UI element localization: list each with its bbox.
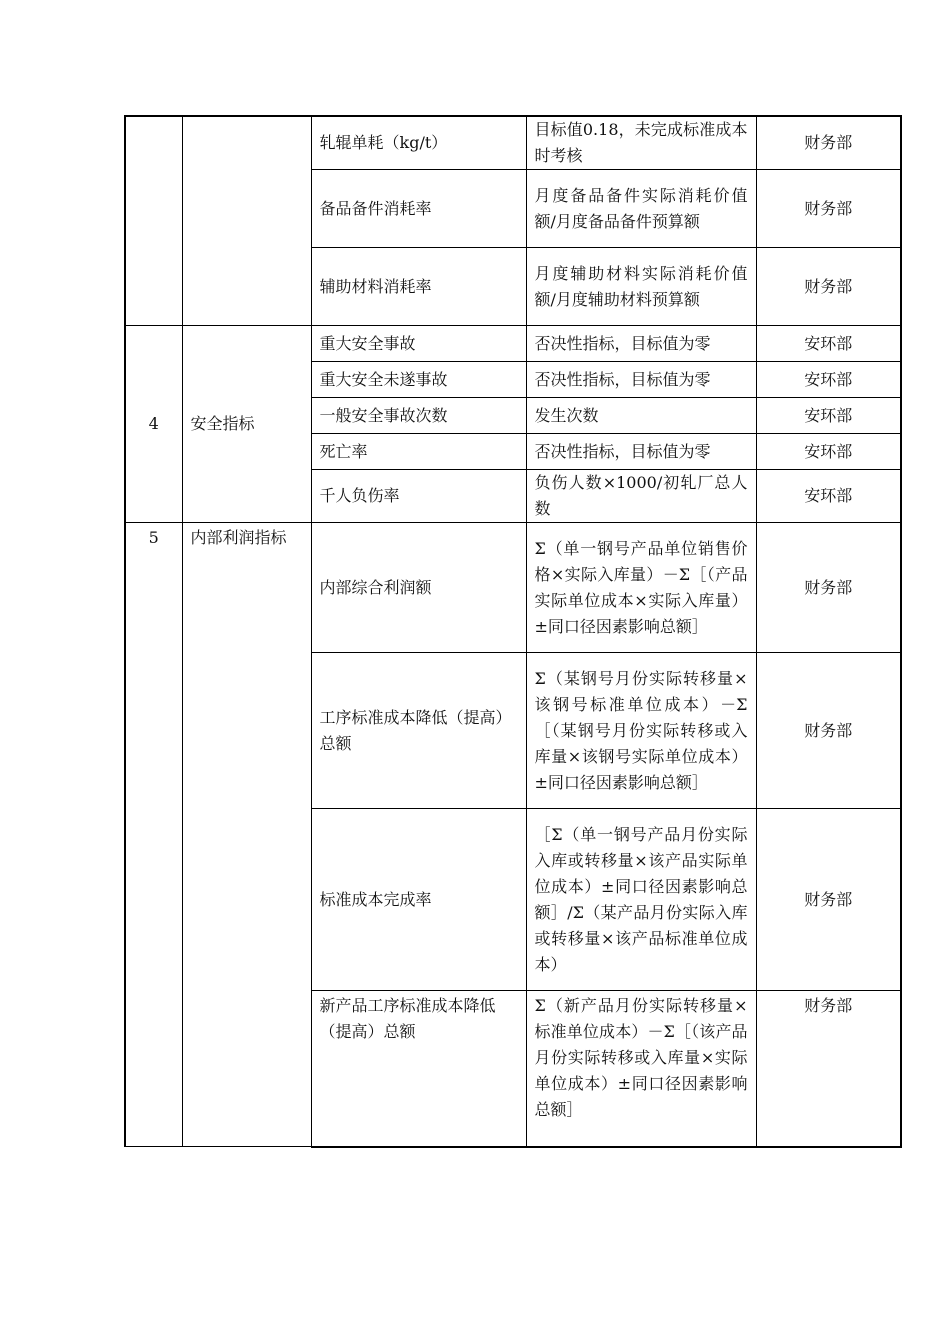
indicator-name: 死亡率 <box>311 434 526 470</box>
group-number-cell <box>125 116 182 326</box>
responsible-dept: 安环部 <box>756 398 901 434</box>
responsible-dept: 财务部 <box>756 116 901 170</box>
table-row <box>125 326 901 362</box>
table-row <box>125 523 901 653</box>
indicator-name: 轧辊单耗（kg/t） <box>311 116 526 170</box>
group-label: 安全指标 <box>182 326 311 523</box>
responsible-dept: 财务部 <box>756 170 901 248</box>
indicator-name: 一般安全事故次数 <box>311 398 526 434</box>
indicator-formula: 目标值0.18，未完成标准成本时考核 <box>526 116 756 170</box>
responsible-dept: 财务部 <box>756 991 901 1147</box>
responsible-dept: 财务部 <box>756 248 901 326</box>
responsible-dept: 安环部 <box>756 326 901 362</box>
indicator-formula: 月度备品备件实际消耗价值额/月度备品备件预算额 <box>526 170 756 248</box>
indicator-formula: 否决性指标，目标值为零 <box>526 434 756 470</box>
indicator-formula: 月度辅助材料实际消耗价值额/月度辅助材料预算额 <box>526 248 756 326</box>
responsible-dept: 财务部 <box>756 809 901 991</box>
indicator-formula: ［Σ（单一钢号产品月份实际入库或转移量×该产品实际单位成本）±同口径因素影响总额］/Σ（某产品月份实际入库或转移量×该产品标准单位成本） <box>526 809 756 991</box>
group-number: 4 <box>125 326 182 523</box>
indicator-formula: 否决性指标，目标值为零 <box>526 326 756 362</box>
indicator-name: 重大安全事故 <box>311 326 526 362</box>
indicator-name: 辅助材料消耗率 <box>311 248 526 326</box>
indicator-name: 重大安全未遂事故 <box>311 362 526 398</box>
group-label-cell <box>182 116 311 326</box>
indicator-table <box>124 115 902 1148</box>
group-number: 5 <box>125 523 182 1147</box>
indicator-name: 工序标准成本降低（提高）总额 <box>311 653 526 809</box>
responsible-dept: 安环部 <box>756 470 901 523</box>
responsible-dept: 安环部 <box>756 362 901 398</box>
indicator-formula: 否决性指标，目标值为零 <box>526 362 756 398</box>
responsible-dept: 财务部 <box>756 523 901 653</box>
indicator-name: 备品备件消耗率 <box>311 170 526 248</box>
indicator-name: 标准成本完成率 <box>311 809 526 991</box>
indicator-name: 新产品工序标准成本降低（提高）总额 <box>311 991 526 1147</box>
indicator-formula: Σ（单一钢号产品单位销售价格×实际入库量）－Σ［（产品实际单位成本×实际入库量）±同口径因素影响总额］ <box>526 523 756 653</box>
table-row <box>125 116 901 170</box>
indicator-formula: 发生次数 <box>526 398 756 434</box>
indicator-formula: Σ（新产品月份实际转移量×标准单位成本）－Σ［（该产品月份实际转移或入库量×实际单位成本）±同口径因素影响总额］ <box>526 991 756 1147</box>
responsible-dept: 安环部 <box>756 434 901 470</box>
indicator-name: 千人负伤率 <box>311 470 526 523</box>
indicator-name: 内部综合利润额 <box>311 523 526 653</box>
group-label: 内部利润指标 <box>182 523 311 1147</box>
indicator-formula: 负伤人数×1000/初轧厂总人数 <box>526 470 756 523</box>
indicator-formula: Σ（某钢号月份实际转移量×该钢号标准单位成本）－Σ［（某钢号月份实际转移或入库量×该钢号实际单位成本）±同口径因素影响总额］ <box>526 653 756 809</box>
responsible-dept: 财务部 <box>756 653 901 809</box>
